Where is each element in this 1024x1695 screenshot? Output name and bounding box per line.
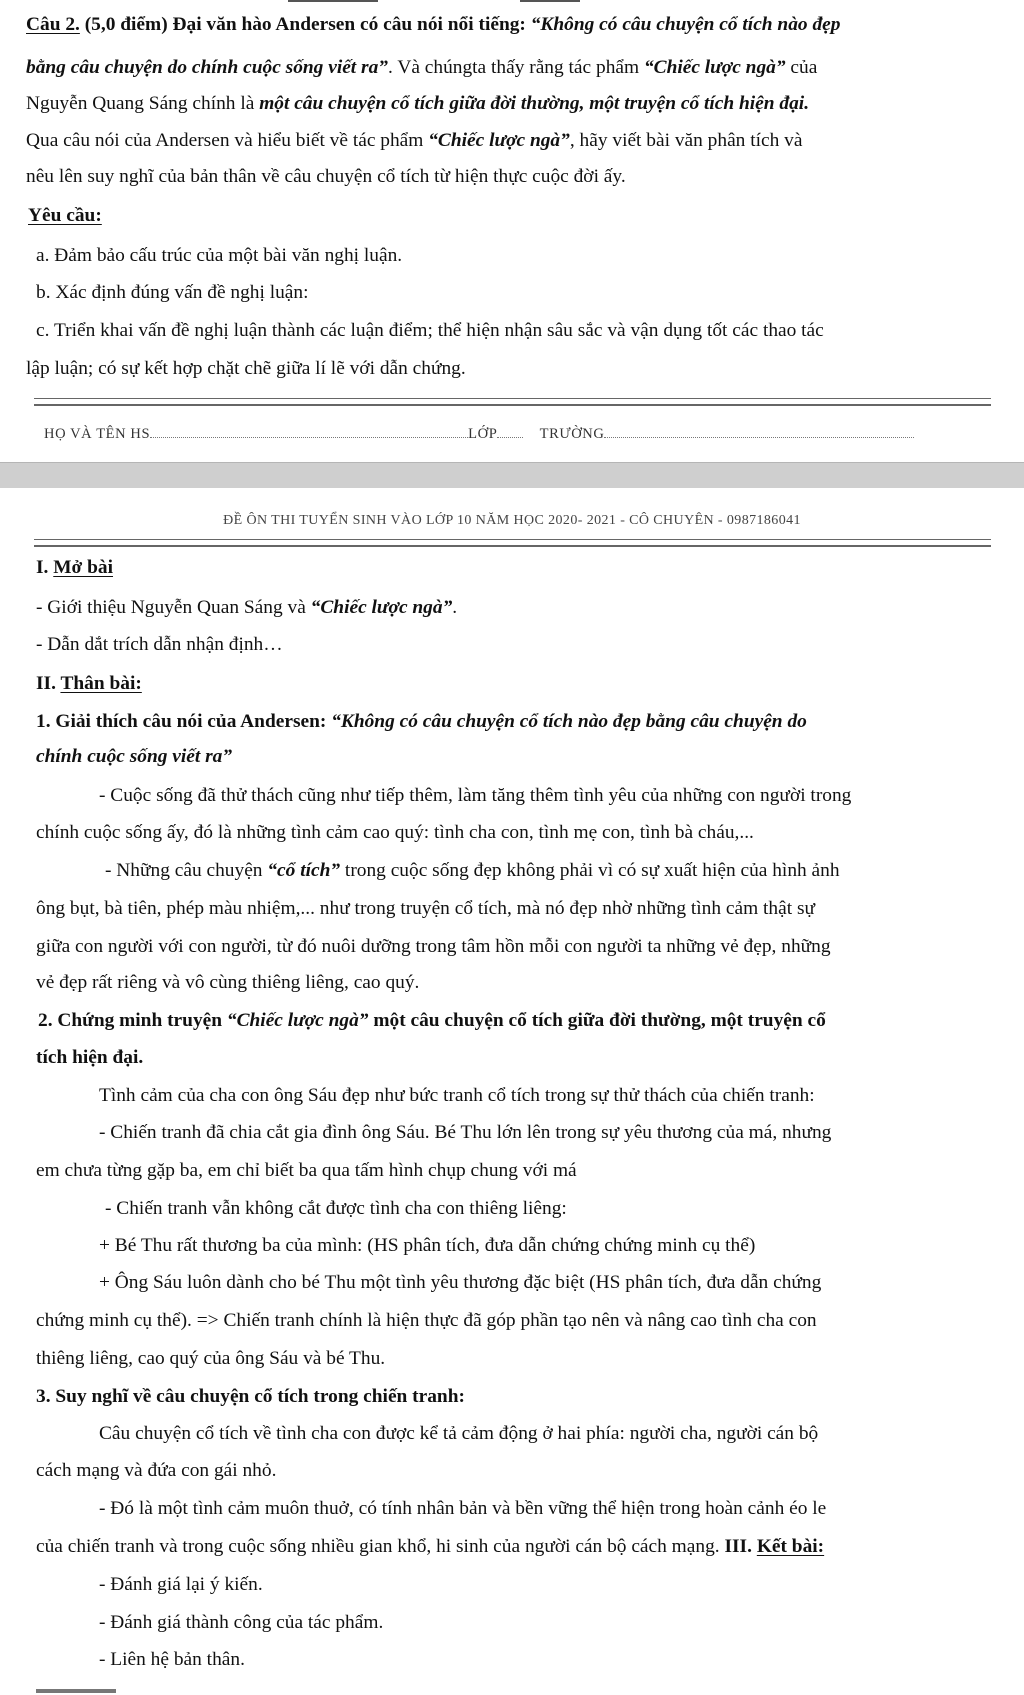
section-3-bullet-1: - Đánh giá lại ý kiến. <box>99 1574 263 1595</box>
requirement-c-line-2: lập luận; có sự kết hợp chặt chẽ giữa lí lẽ với dẫn chứng. <box>26 358 466 379</box>
question-line-5: nêu lên suy nghĩ của bản thân về câu chuyện cổ tích từ hiện thực cuộc đời ấy. <box>26 166 626 187</box>
point-1-title-line-1: 1. Giải thích câu nói của Andersen: “Không có câu chuyện cổ tích nào đẹp bằng câu chuyện do <box>36 711 807 732</box>
question-line-3: Nguyễn Quang Sáng chính là một câu chuyện cổ tích giữa đời thường, một truyện cổ tích hiện đại. <box>26 93 810 114</box>
point-3-line-3: - Đó là một tình cảm muôn thuở, có tính nhân bản và bền vững thể hiện trong hoàn cảnh éo le <box>99 1498 827 1519</box>
page-break-band <box>0 462 1024 488</box>
point-2-line-6: + Ông Sáu luôn dành cho bé Thu một tình yêu thương đặc biệt (HS phân tích, đưa dẫn chứng <box>99 1272 822 1293</box>
point-1-line-3: - Những câu chuyện “cổ tích” trong cuộc sống đẹp không phải vì có sự xuất hiện của hình ảnh <box>105 860 840 881</box>
point-1-line-5: giữa con người với con người, từ đó nuôi dưỡng trong tâm hồn mỗi con người ta những vẻ đẹp, những <box>36 936 831 957</box>
student-name-blank <box>150 425 468 438</box>
point-2-title-line-1: 2. Chứng minh truyện “Chiếc lược ngà” một câu chuyện cổ tích giữa đời thường, một truyện cổ <box>38 1010 826 1031</box>
school-blank <box>604 425 914 438</box>
point-1-title-line-2: chính cuộc sống viết ra” <box>36 746 233 767</box>
section-1-bullet-2: - Dẫn dắt trích dẫn nhận định… <box>36 634 283 655</box>
exam-header: ĐỀ ÔN THI TUYỂN SINH VÀO LỚP 10 NĂM HỌC 2020- 2021 - CÔ CHUYÊN - 0987186041 <box>223 513 801 528</box>
divider <box>34 398 991 399</box>
class-label: LỚP <box>468 426 498 442</box>
divider <box>34 539 991 540</box>
top-cut-fragment <box>520 0 580 2</box>
question-line-4: Qua câu nói của Andersen và hiểu biết về tác phẩm “Chiếc lược ngà”, hãy viết bài văn phân tích và <box>26 130 803 151</box>
point-2-line-2: - Chiến tranh đã chia cắt gia đình ông Sáu. Bé Thu lớn lên trong sự yêu thương của má, nhưng <box>99 1122 832 1143</box>
bottom-cut-fragment <box>36 1689 116 1693</box>
point-2-line-8: thiêng liêng, cao quý của ông Sáu và bé Thu. <box>36 1348 386 1369</box>
point-1-line-2: chính cuộc sống ấy, đó là những tình cảm cao quý: tình cha con, tình mẹ con, tình bà cháu,... <box>36 822 754 843</box>
point-2-line-5: + Bé Thu rất thương ba của mình: (HS phân tích, đưa dẫn chứng chứng minh cụ thể) <box>99 1235 756 1256</box>
question-number: Câu 2. <box>26 14 80 35</box>
section-3-heading: Kết bài: <box>756 1536 825 1557</box>
section-1-bullet-1: - Giới thiệu Nguyễn Quan Sáng và “Chiếc lược ngà”. <box>36 597 458 618</box>
question-line-2: bằng câu chuyện do chính cuộc sống viết ra”. Và chúngta thấy rằng tác phẩm “Chiếc lược ngà” của <box>26 57 818 78</box>
point-3-line-4: của chiến tranh và trong cuộc sống nhiều gian khổ, hi sinh của người cán bộ cách mạng. III. Kết bài: <box>36 1536 825 1557</box>
top-cut-fragment <box>288 0 378 2</box>
student-info-line <box>44 425 914 443</box>
section-3-bullet-3: - Liên hệ bản thân. <box>99 1649 245 1670</box>
requirement-a: a. Đảm bảo cấu trúc của một bài văn nghị luận. <box>36 245 403 266</box>
section-2-heading: II. Thân bài: <box>36 673 142 694</box>
school-label: TRƯỜNG <box>539 426 605 442</box>
divider <box>34 404 991 406</box>
divider <box>34 545 991 547</box>
point-1-line-4: ông bụt, bà tiên, phép màu nhiệm,... như trong truyện cổ tích, mà nó đẹp nhờ những tình cảm thật sự <box>36 898 816 919</box>
requirement-b: b. Xác định đúng vấn đề nghị luận: <box>36 282 309 303</box>
point-2-line-1: Tình cảm của cha con ông Sáu đẹp như bức tranh cổ tích trong sự thử thách của chiến tranh: <box>99 1085 815 1106</box>
student-name-label: HỌ VÀ TÊN HS <box>44 426 151 442</box>
point-2-line-4: - Chiến tranh vẫn không cắt được tình cha con thiêng liêng: <box>105 1198 567 1219</box>
point-3-title: 3. Suy nghĩ về câu chuyện cổ tích trong chiến tranh: <box>36 1386 465 1407</box>
point-1-line-6: vẻ đẹp rất riêng và vô cùng thiêng liêng, cao quý. <box>36 972 420 993</box>
point-2-line-7: chứng minh cụ thể). => Chiến tranh chính là hiện thực đã góp phần tạo nên và nâng cao tình cha con <box>36 1310 817 1331</box>
point-2-title-line-2: tích hiện đại. <box>36 1047 144 1068</box>
point-3-line-2: cách mạng và đứa con gái nhỏ. <box>36 1460 277 1481</box>
point-3-line-1: Câu chuyện cổ tích về tình cha con được kể tả cảm động ở hai phía: người cha, người cán bộ <box>99 1423 819 1444</box>
page-break-edge <box>0 462 1024 463</box>
point-2-line-3: em chưa từng gặp ba, em chỉ biết ba qua tấm hình chụp chung với má <box>36 1160 577 1181</box>
requirements-title: Yêu cầu: <box>28 205 102 226</box>
section-1-heading: I. Mở bài <box>36 557 114 578</box>
question-line-1: Câu 2. (5,0 điểm) Đại văn hào Andersen có câu nói nổi tiếng: “Không có câu chuyện cổ tích nào đẹp <box>26 14 841 35</box>
requirement-c-line-1: c. Triển khai vấn đề nghị luận thành các luận điểm; thể hiện nhận sâu sắc và vận dụng tốt các thao tác <box>36 320 824 341</box>
section-3-bullet-2: - Đánh giá thành công của tác phẩm. <box>99 1612 384 1633</box>
class-blank <box>497 425 523 438</box>
point-1-line-1: - Cuộc sống đã thử thách cũng như tiếp thêm, làm tăng thêm tình yêu của những con người trong <box>99 785 852 806</box>
